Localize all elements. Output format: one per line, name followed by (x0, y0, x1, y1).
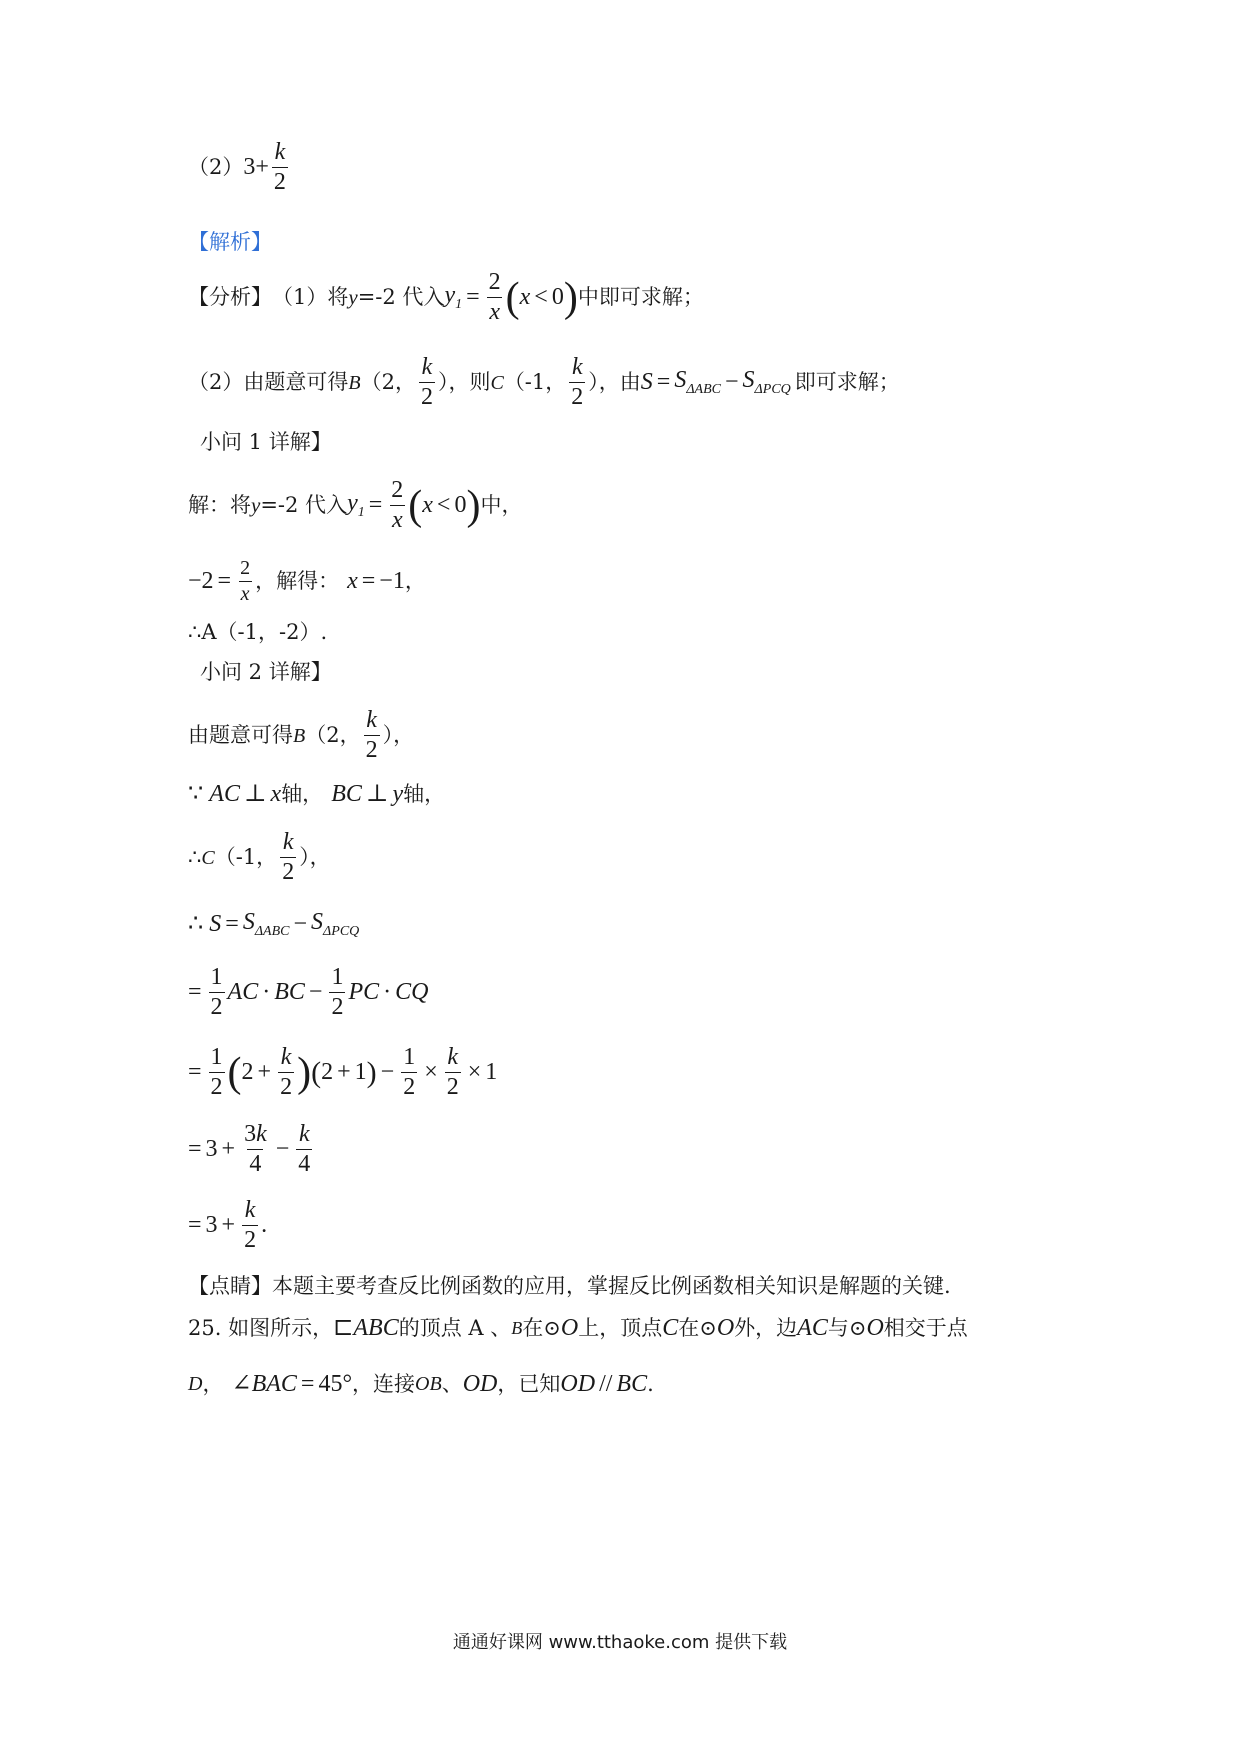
answer-2-lead: 3+ (243, 154, 269, 181)
q2-line1: 由题意可得 B （2， $\frac{k}{2}$ ）， (188, 707, 415, 764)
analysis-part1: 【分析】 （1）将 y =-2 代入 $y_1$ = $\frac{2}{x}$ ( x < 0 ) 中即可求解； (188, 269, 704, 326)
page-footer: 通通好课网 www.tthaoke.com 提供下载 (452, 1632, 788, 1653)
analysis-tag: 【分析】 (188, 285, 272, 310)
q2-line6: = $\frac{1}{2}$ ( 2 + $\frac{k}{2}$ ) ( 2 + 1 ) − $\frac{1}{2}$ × $\frac{k}{2}$ × 1 (188, 1044, 498, 1101)
q2-line7: = 3 + $\frac{3k}{4}$ − $\frac{k}{4}$ (188, 1121, 311, 1178)
q25-line2: D ， ∠ BAC = 45° ，连接 OB 、 OD ，已知 OD // BC . (188, 1371, 654, 1397)
answer-2-label: （2） (188, 155, 244, 180)
q2-heading: 小问 2 详解】 (200, 660, 332, 684)
q1-line2: −2 = $\frac{2}{x}$ ，解得： x = −1 ， (188, 557, 426, 605)
q2-line8: = 3 + $\frac{k}{2}$ . (188, 1197, 268, 1254)
q2-line3: ∴ C （-1， $\frac{k}{2}$ ）， (188, 829, 331, 886)
jiexi-heading: 【解析】 (188, 230, 272, 254)
q25-line1: 25. 如图所示， ⊏ ABC 的顶点 A 、 B 在⊙ O 上，顶点 C 在⊙ O 外，边 AC 与⊙ O 相交于点 (188, 1315, 968, 1341)
math-y1: $y_1$ (444, 282, 463, 313)
analysis-part2: （2）由题意可得 B （2， $\frac{k}{2}$ ），则 C （-1， $\frac{k}{2}$ ），由 S = $S_{\Delta ABC}$ − $S_{\Delta PCQ}$ 即可求解； (188, 354, 900, 411)
q1-line3: ∴A（-1，-2）. (188, 620, 328, 644)
fraction-2-over-x: $\frac{2}{x}$ (488, 269, 501, 326)
q2-line2: ∵ AC ⊥ x 轴， BC ⊥ y 轴， (188, 781, 446, 807)
comment-line: 【点睛】本题主要考查反比例函数的应用，掌握反比例函数相关知识是解题的关键. (188, 1274, 951, 1298)
fraction-k-over-2: $\frac{k}{2}$ (273, 139, 286, 196)
q2-line4: ∴ S = $S_{\Delta ABC}$ − $S_{\Delta PCQ}$ (188, 909, 360, 939)
q1-heading: 小问 1 详解】 (200, 430, 332, 454)
answer-2-line (188, 140, 291, 195)
q2-line5: = $\frac{1}{2}$ AC · BC − $\frac{1}{2}$ PC · CQ (188, 964, 429, 1021)
q1-line1: 解：将 y =-2 代入 $y_1$ = $\frac{2}{x}$ ( x < 0 ) 中， (188, 477, 523, 534)
